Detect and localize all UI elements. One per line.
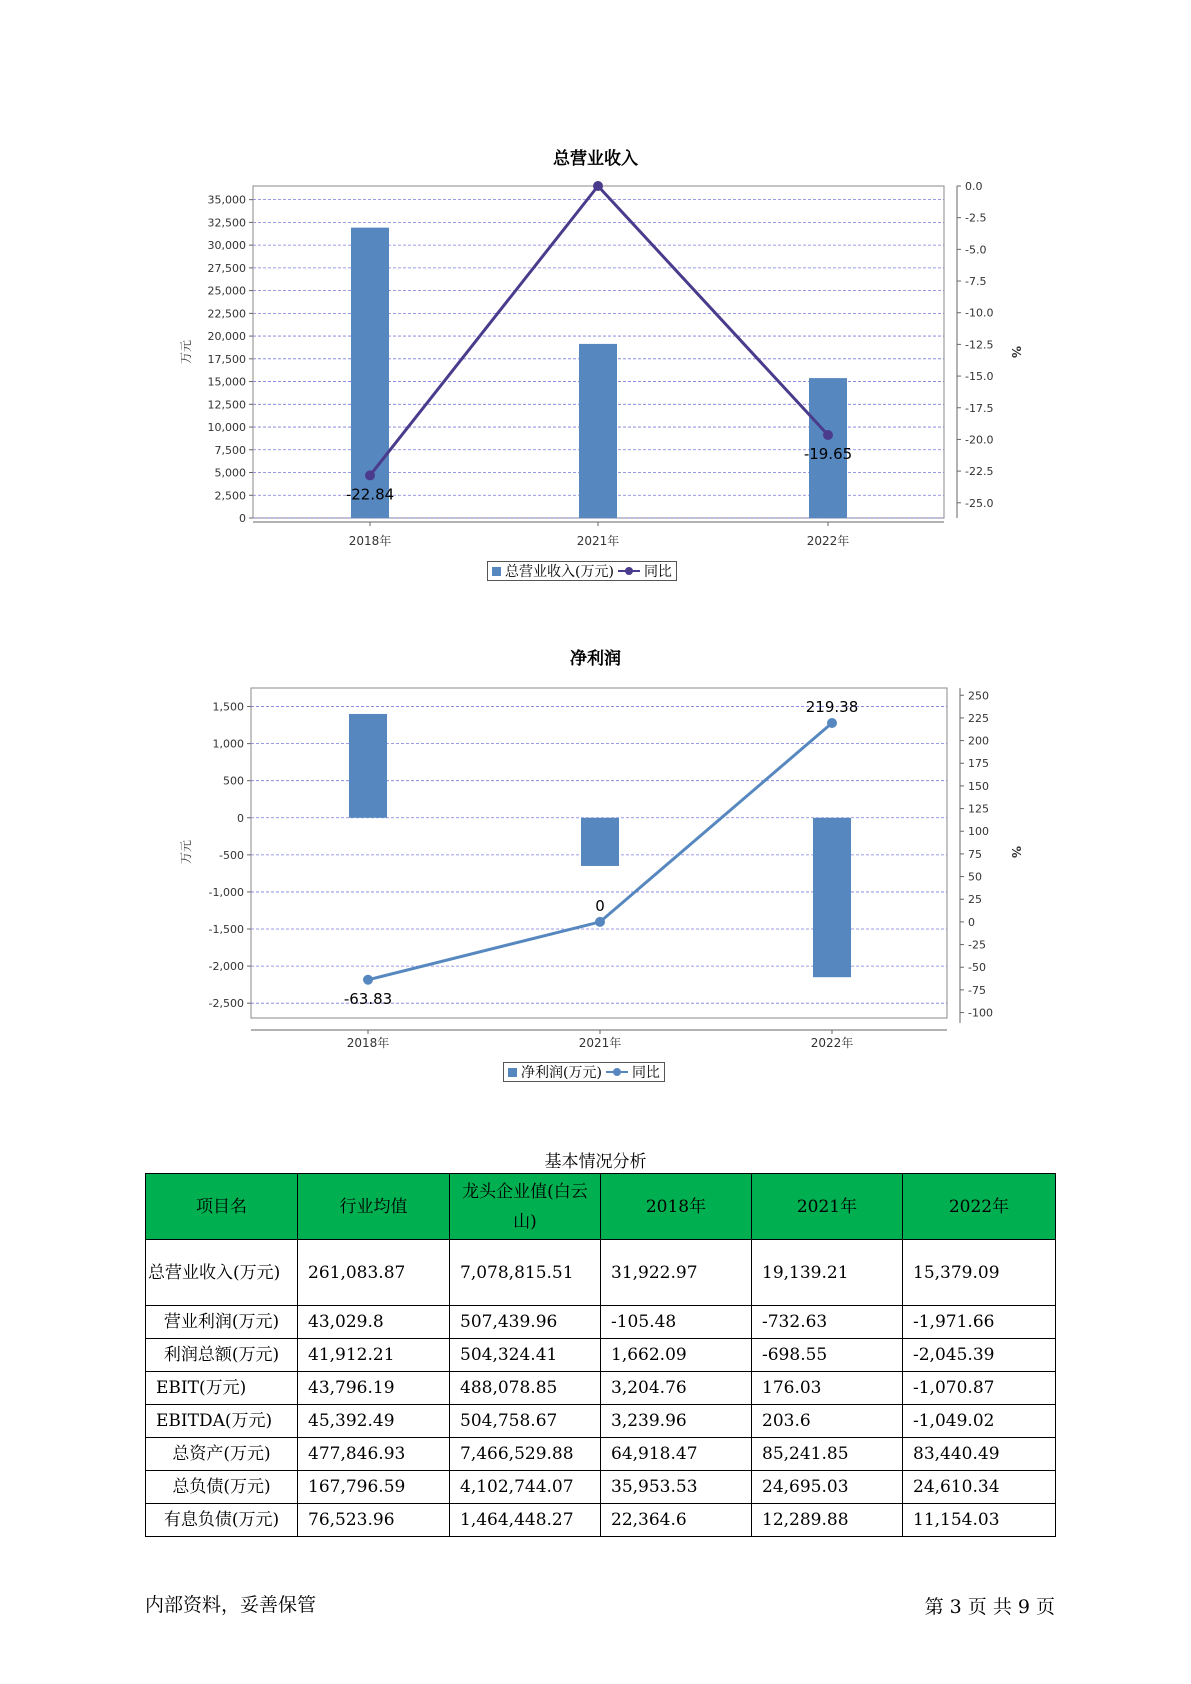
table-header-cell: 行业均值 xyxy=(298,1174,450,1240)
y-tick-label: 7,500 xyxy=(214,443,246,457)
table-cell: 76,523.96 xyxy=(298,1504,450,1537)
legend-bar-label: 净利润(万元) xyxy=(521,1065,602,1081)
y-tick-label: 2,500 xyxy=(214,489,246,503)
y-tick-label: 1,500 xyxy=(212,700,244,714)
y-tick-label: 17,500 xyxy=(207,352,246,366)
table-cell: 167,796.59 xyxy=(298,1471,450,1504)
y-tick-label: 12,500 xyxy=(207,398,246,412)
y-tick-label: 25,000 xyxy=(207,284,246,298)
y2-tick-label: -50 xyxy=(968,961,986,975)
y-tick-label: 10,000 xyxy=(207,421,246,435)
bar-2022年 xyxy=(813,818,851,977)
y2-tick-label: -2.5 xyxy=(965,211,987,225)
table-cell: 3,239.96 xyxy=(601,1405,752,1438)
table-cell: 1,464,448.27 xyxy=(450,1504,601,1537)
y-tick-label: 0 xyxy=(237,811,244,825)
y-tick-label: 5,000 xyxy=(214,466,246,480)
table-cell: 31,922.97 xyxy=(601,1240,752,1306)
legend-line-label: 同比 xyxy=(631,1065,660,1081)
table-cell: 3,204.76 xyxy=(601,1372,752,1405)
table-cell: 总营业收入(万元) xyxy=(146,1240,298,1306)
table-header-row xyxy=(146,1174,1056,1240)
x-tick-label: 2018年 xyxy=(346,1036,390,1050)
y-tick-label: 30,000 xyxy=(207,239,246,253)
table-cell: 1,662.09 xyxy=(601,1339,752,1372)
table-cell: 64,918.47 xyxy=(601,1438,752,1471)
yoy-data-label: -22.84 xyxy=(345,485,395,504)
table-cell: -732.63 xyxy=(752,1306,903,1339)
x-tick-label: 2021年 xyxy=(576,534,620,548)
legend-bar-label: 总营业收入(万元) xyxy=(505,564,614,580)
table-cell: -1,070.87 xyxy=(903,1372,1056,1405)
table-cell: 有息负债(万元) xyxy=(146,1504,298,1537)
table-cell: 504,324.41 xyxy=(450,1339,601,1372)
y-tick-label: 500 xyxy=(223,774,244,788)
table-cell: 43,029.8 xyxy=(298,1306,450,1339)
x-tick-label: 2022年 xyxy=(810,1036,854,1050)
y-tick-label: 0 xyxy=(239,512,246,525)
table-cell: 11,154.03 xyxy=(903,1504,1056,1537)
y2-tick-label: 200 xyxy=(968,734,989,748)
y-tick-label: 20,000 xyxy=(207,330,246,344)
table-cell: -2,045.39 xyxy=(903,1339,1056,1372)
table-cell: 总资产(万元) xyxy=(146,1438,298,1471)
y2-tick-label: 75 xyxy=(968,847,982,861)
table-cell: -105.48 xyxy=(601,1306,752,1339)
y2-tick-label: -17.5 xyxy=(965,401,994,415)
yoy-point-2021年 xyxy=(595,917,605,927)
table-row xyxy=(146,1240,1056,1306)
table-cell: 营业利润(万元) xyxy=(146,1306,298,1339)
table-cell: -1,971.66 xyxy=(903,1306,1056,1339)
y-tick-label: -2,500 xyxy=(208,997,244,1011)
table-cell: 203.6 xyxy=(752,1405,903,1438)
y2-tick-label: 150 xyxy=(968,779,989,793)
y2-tick-label: 50 xyxy=(968,870,982,884)
y2-tick-label: -20.0 xyxy=(965,433,994,447)
y2-tick-label: 225 xyxy=(968,711,989,725)
table-cell: 7,466,529.88 xyxy=(450,1438,601,1471)
y2-tick-label: 250 xyxy=(968,689,989,703)
table-cell: 35,953.53 xyxy=(601,1471,752,1504)
y-tick-label: 35,000 xyxy=(207,193,246,207)
table-cell: 85,241.85 xyxy=(752,1438,903,1471)
yoy-data-label: 0 xyxy=(595,896,605,915)
y-axis-label: 万元 xyxy=(179,339,193,365)
yoy-data-label: -63.83 xyxy=(343,989,393,1008)
table-header-cell: 项目名 xyxy=(146,1174,298,1240)
y-tick-label: 22,500 xyxy=(207,307,246,321)
y-tick-label: 32,500 xyxy=(207,216,246,230)
yoy-data-label: -19.65 xyxy=(803,445,853,463)
y2-tick-label: -10.0 xyxy=(965,306,994,320)
y2-tick-label: -100 xyxy=(968,1006,993,1020)
table-header-cell: 2021年 xyxy=(752,1174,903,1240)
table-cell: 83,440.49 xyxy=(903,1438,1056,1471)
x-tick-label: 2022年 xyxy=(806,534,850,548)
table-cell: 4,102,744.07 xyxy=(450,1471,601,1504)
table-cell: 477,846.93 xyxy=(298,1438,450,1471)
y-axis-label: 万元 xyxy=(179,839,193,865)
table-cell: 总负债(万元) xyxy=(146,1471,298,1504)
table-row xyxy=(146,1306,1056,1339)
table-cell: 41,912.21 xyxy=(298,1339,450,1372)
yoy-point-2018年 xyxy=(363,975,373,985)
y-tick-label: 15,000 xyxy=(207,375,246,389)
table-caption: 基本情况分析 xyxy=(544,1152,647,1172)
table-cell: 488,078.85 xyxy=(450,1372,601,1405)
table-cell: 45,392.49 xyxy=(298,1405,450,1438)
y-tick-label: -1,500 xyxy=(208,923,244,937)
legend-bar-swatch xyxy=(508,1068,517,1077)
y2-tick-label: -25 xyxy=(968,938,986,952)
table-cell: EBITDA(万元) xyxy=(146,1405,298,1438)
table-cell: 24,695.03 xyxy=(752,1471,903,1504)
table-cell: 利润总额(万元) xyxy=(146,1339,298,1372)
y-tick-label: -1,000 xyxy=(208,885,244,899)
y2-tick-label: 125 xyxy=(968,802,989,816)
y2-tick-label: -75 xyxy=(968,983,986,997)
y2-axis-label: % xyxy=(1009,345,1023,359)
table-cell: 12,289.88 xyxy=(752,1504,903,1537)
x-tick-label: 2018年 xyxy=(348,534,392,548)
bar-2021年 xyxy=(581,818,619,866)
table-cell: 261,083.87 xyxy=(298,1240,450,1306)
revenue-chart-title: 总营业收入 xyxy=(553,149,638,169)
table-row xyxy=(146,1504,1056,1537)
table-row xyxy=(146,1405,1056,1438)
y2-tick-label: -22.5 xyxy=(965,465,994,479)
y-tick-label: -2,000 xyxy=(208,960,244,974)
net-profit-chart-legend xyxy=(503,1062,665,1082)
legend-line-swatch xyxy=(606,1067,628,1077)
table-row xyxy=(146,1339,1056,1372)
y2-tick-label: -7.5 xyxy=(965,275,987,289)
y2-tick-label: -25.0 xyxy=(965,496,994,510)
y2-tick-label: 100 xyxy=(968,825,989,839)
table-cell: -698.55 xyxy=(752,1339,903,1372)
net-profit-chart-title: 净利润 xyxy=(570,649,621,669)
table-cell: EBIT(万元) xyxy=(146,1372,298,1405)
y2-tick-label: 0 xyxy=(968,915,975,929)
y2-tick-label: 25 xyxy=(968,893,982,907)
y2-tick-label: 0.0 xyxy=(965,180,983,193)
table-cell: 15,379.09 xyxy=(903,1240,1056,1306)
y2-tick-label: -15.0 xyxy=(965,370,994,384)
table-cell: 176.03 xyxy=(752,1372,903,1405)
y-tick-label: 27,500 xyxy=(207,261,246,275)
y2-tick-label: 175 xyxy=(968,757,989,771)
x-tick-label: 2021年 xyxy=(578,1036,622,1050)
y2-tick-label: -12.5 xyxy=(965,338,994,352)
summary-table xyxy=(145,1173,1056,1537)
footer-page-number: 第 3 页 共 9 页 xyxy=(924,1596,1055,1618)
table-cell: -1,049.02 xyxy=(903,1405,1056,1438)
table-row xyxy=(146,1438,1056,1471)
footer-confidential-note: 内部资料，妥善保管 xyxy=(145,1594,317,1616)
y2-tick-label: -5.0 xyxy=(965,243,987,257)
table-header-cell: 2022年 xyxy=(903,1174,1056,1240)
bar-2018年 xyxy=(349,714,387,818)
table-row xyxy=(146,1471,1056,1504)
table-cell: 504,758.67 xyxy=(450,1405,601,1438)
y-tick-label: -500 xyxy=(219,848,244,862)
table-cell: 43,796.19 xyxy=(298,1372,450,1405)
y-tick-label: 1,000 xyxy=(212,737,244,751)
table-cell: 24,610.34 xyxy=(903,1471,1056,1504)
table-row xyxy=(146,1372,1056,1405)
table-header-cell: 龙头企业值(白云山) xyxy=(450,1174,601,1240)
table-header-cell: 2018年 xyxy=(601,1174,752,1240)
table-cell: 7,078,815.51 xyxy=(450,1240,601,1306)
yoy-data-label: 219.38 xyxy=(805,698,859,717)
table-cell: 507,439.96 xyxy=(450,1306,601,1339)
table-cell: 19,139.21 xyxy=(752,1240,903,1306)
legend-line-label: 同比 xyxy=(643,564,672,580)
table-cell: 22,364.6 xyxy=(601,1504,752,1537)
yoy-point-2022年 xyxy=(827,718,837,728)
y2-axis-label: % xyxy=(1009,845,1023,859)
